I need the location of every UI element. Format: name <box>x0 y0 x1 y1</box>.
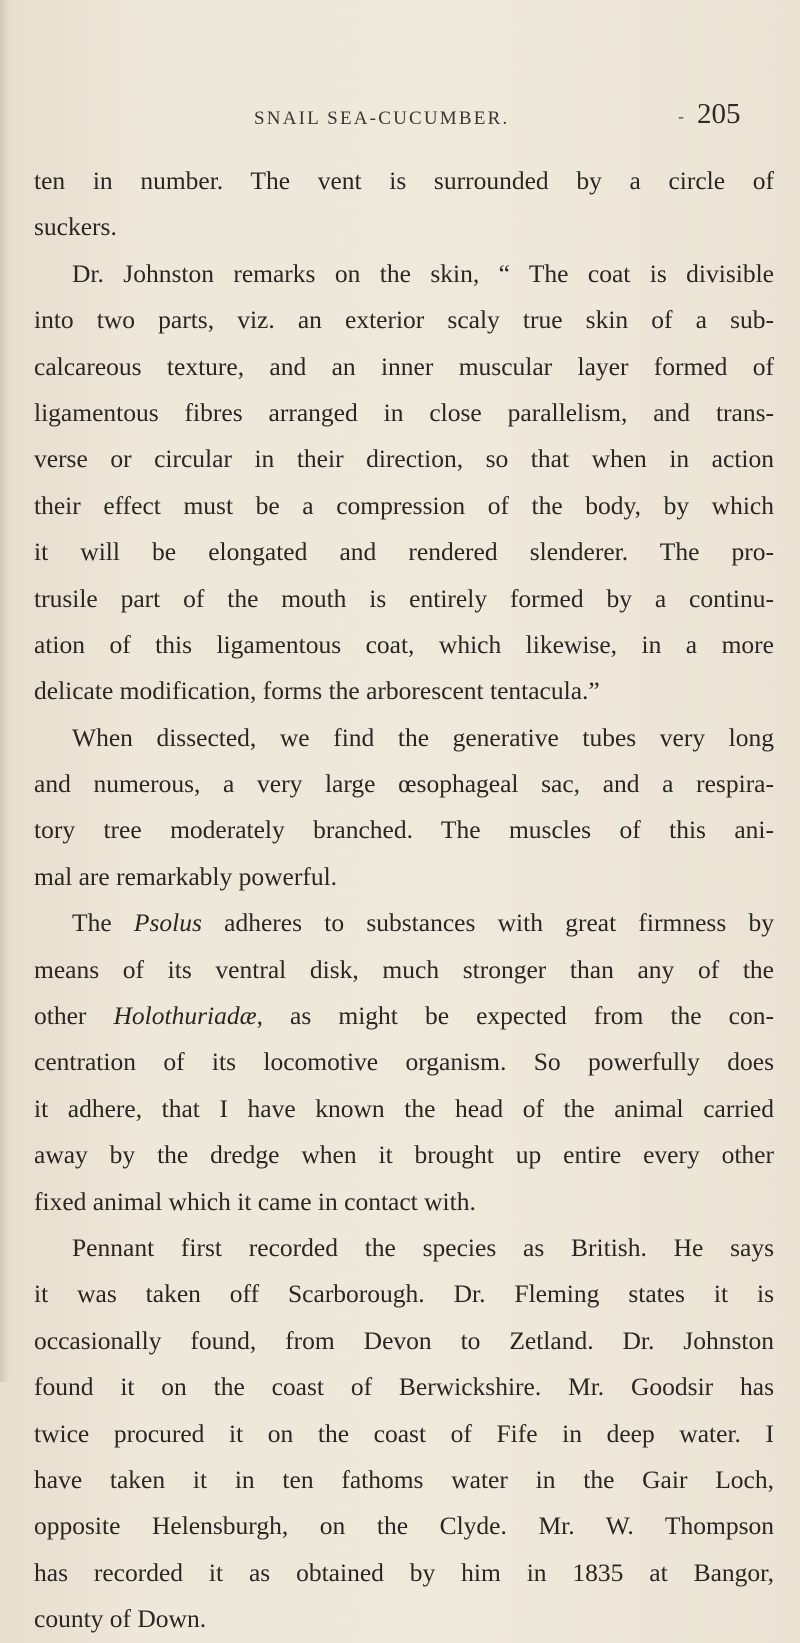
page-number: 205 <box>697 98 741 130</box>
text-line: Dr. Johnston remarks on the skin, “ The coat is divisible <box>72 258 774 288</box>
page-number-dash: - <box>678 106 684 126</box>
text-line: opposite Helensburgh, on the Clyde. Mr. W. Thompson <box>34 1511 774 1541</box>
text-line: delicate modification, forms the arborescent tentacula.” <box>34 676 600 706</box>
text-line: tory tree moderately branched. The muscles of this ani- <box>34 815 774 845</box>
text-line: occasionally found, from Devon to Zetland. Dr. Johnston <box>34 1325 774 1355</box>
text-line: calcareous texture, and an inner muscular layer formed of <box>34 351 774 381</box>
text-line: fixed animal which it came in contact with. <box>34 1186 476 1216</box>
text-line: mal are remarkably powerful. <box>34 861 338 891</box>
running-head <box>0 94 800 134</box>
text-line: centration of its locomotive organism. So powerfully does <box>34 1047 774 1077</box>
text-line: has recorded it as obtained by him in 1835 at Bangor, <box>34 1557 774 1587</box>
italic-taxon-name: Holothuriadæ <box>113 1001 257 1031</box>
text-line: suckers. <box>34 212 117 242</box>
text-line: away by the dredge when it brought up entire every other <box>34 1140 774 1170</box>
italic-taxon-name: Psolus <box>133 908 202 938</box>
text-line: The Psolus adheres to substances with great firmness by <box>72 908 774 938</box>
text-line: county of Down. <box>34 1604 207 1634</box>
text-line: ten in number. The vent is surrounded by a circle of <box>34 166 774 195</box>
page-gutter-shadow <box>0 0 10 1382</box>
text-line: it adhere, that I have known the head of the animal carried <box>34 1093 774 1123</box>
text-line: into two parts, viz. an exterior scaly true skin of a sub- <box>34 305 774 335</box>
text-line: it was taken off Scarborough. Dr. Fleming states it is <box>34 1279 774 1309</box>
text-line: have taken it in ten fathoms water in the Gair Loch, <box>34 1464 774 1494</box>
text-line: Pennant first recorded the species as British. He says <box>72 1232 774 1262</box>
text-line: it will be elongated and rendered slenderer. The pro- <box>34 537 774 567</box>
text-line: When dissected, we find the generative tubes very long <box>72 722 774 752</box>
text-line: verse or circular in their direction, so that when in action <box>34 444 774 474</box>
text-line: other Holothuriadæ, as might be expected from the con- <box>34 1001 774 1031</box>
text-line: and numerous, a very large œsophageal sac, and a respira- <box>34 769 774 799</box>
text-line: ligamentous fibres arranged in close parallelism, and trans- <box>34 397 774 427</box>
text-line: ation of this ligamentous coat, which likewise, in a more <box>34 629 774 659</box>
body-text <box>34 158 774 1643</box>
text-line: trusile part of the mouth is entirely formed by a continu- <box>34 583 774 613</box>
text-line: means of its ventral disk, much stronger than any of the <box>34 954 774 984</box>
running-title: SNAIL SEA-CUCUMBER. <box>254 108 510 129</box>
text-line: their effect must be a compression of the body, by which <box>34 490 774 520</box>
text-line: twice procured it on the coast of Fife in deep water. I <box>34 1418 774 1448</box>
text-line: found it on the coast of Berwickshire. Mr. Goodsir has <box>34 1372 774 1402</box>
